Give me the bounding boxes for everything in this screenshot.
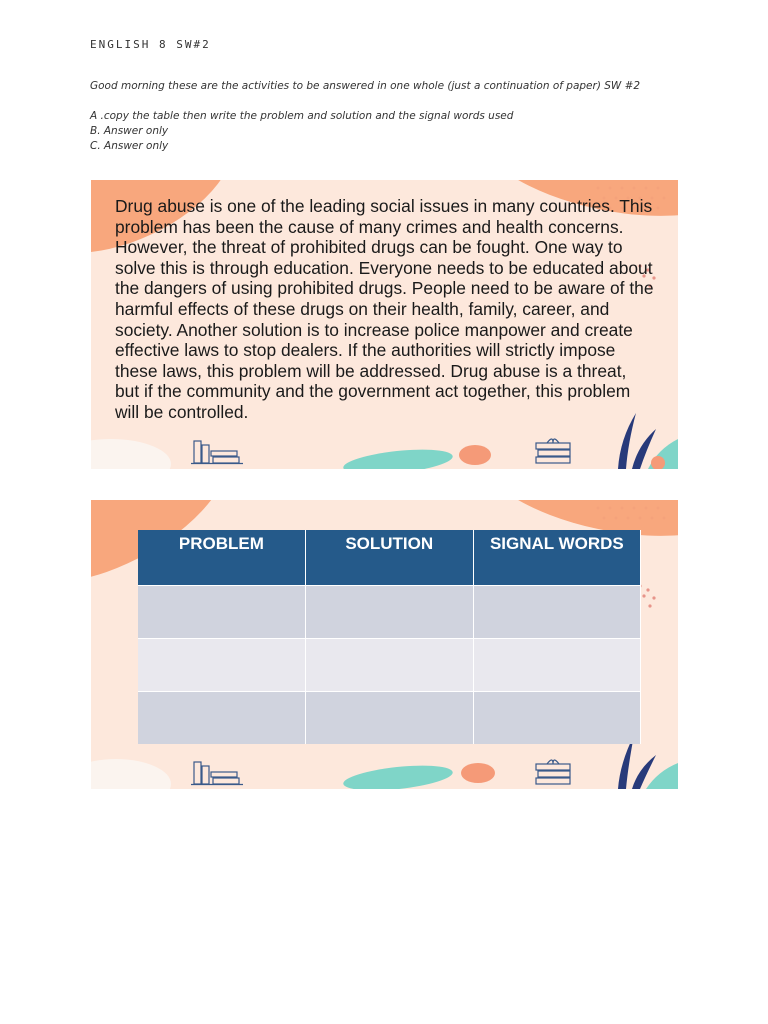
table-row xyxy=(138,639,641,692)
white-blob-bottom-left xyxy=(91,759,171,789)
table-cell xyxy=(305,639,473,692)
table-cell xyxy=(138,692,305,745)
column-header-problem: PROBLEM xyxy=(138,530,305,586)
books-icon xyxy=(191,756,243,786)
table-cell xyxy=(305,692,473,745)
books-icon xyxy=(191,435,243,465)
table-cell xyxy=(473,639,640,692)
table-row xyxy=(138,692,641,745)
table-cell xyxy=(138,586,305,639)
teal-brushstroke xyxy=(342,761,454,789)
passage-text: Drug abuse is one of the leading social issues in many countries. This problem has been the cause of many crimes and health concerns. However, the threat of prohibited drugs can be fought. One way to solve this is through education. Everyone needs to be educated about the dangers of using prohibited drugs. People need to be aware of the harmful effects of these drugs on their health, family, career, and society. Another solution is to increase police manpower and create effective laws to stop dealers. If the authorities will strictly impose these laws, this problem will be addressed. Drug abuse is a threat, but if the community and the government act together, this problem will be controlled. xyxy=(115,196,654,422)
gift-books-icon xyxy=(533,435,575,465)
problem-solution-table xyxy=(138,530,641,744)
column-header-solution: SOLUTION xyxy=(305,530,473,586)
passage-slide xyxy=(91,180,678,469)
gift-books-icon xyxy=(533,756,575,786)
teal-brushstroke xyxy=(342,445,454,469)
table-cell xyxy=(473,692,640,745)
intro-text: Good morning these are the activities to be answered in one whole (just a continuation of paper) SW #2 xyxy=(90,80,641,92)
instruction-a: A .copy the table then write the problem and solution and the signal words used xyxy=(90,110,514,122)
table-row xyxy=(138,586,641,639)
table-cell xyxy=(473,586,640,639)
table-cell xyxy=(305,586,473,639)
coral-blob xyxy=(459,445,491,465)
instruction-c: C. Answer only xyxy=(90,140,169,152)
coral-blob xyxy=(461,763,495,783)
white-blob-bottom-left xyxy=(91,439,171,469)
table-cell xyxy=(138,639,305,692)
column-header-signal-words: SIGNAL WORDS xyxy=(473,530,640,586)
instructions-list xyxy=(90,109,513,154)
instruction-b: B. Answer only xyxy=(90,125,169,137)
document-title: ENGLISH 8 SW#2 xyxy=(90,38,211,51)
table-slide xyxy=(91,500,678,789)
